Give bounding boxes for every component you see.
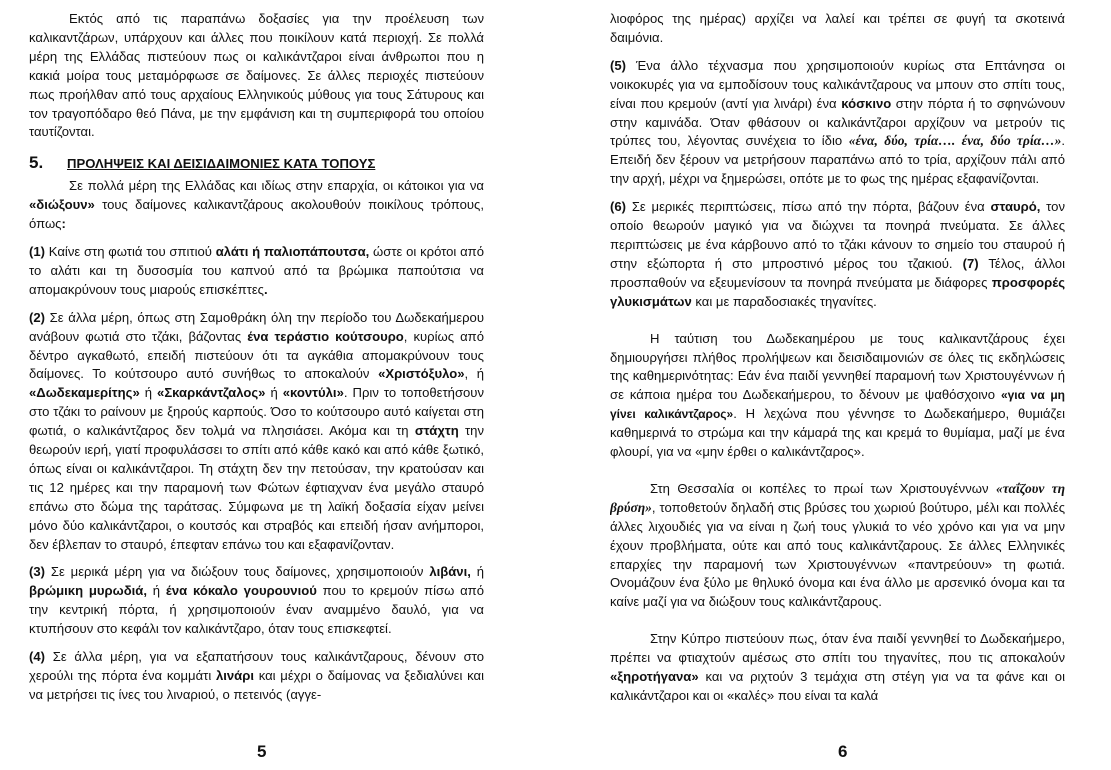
section-title: ΠΡΟΛΗΨΕΙΣ ΚΑΙ ΔΕΙΣΙΔΑΙΜΟΝΙΕΣ ΚΑΤΑ ΤΟΠΟΥΣ — [67, 156, 376, 172]
list-item-4: (4) Σε άλλα μέρη, για να εξαπατήσουν τους καλικάντζαρους, δένουν στο χερούλι της πόρτα ένα κομμάτι λινάρι και μέχρι ο δαίμονας να ξεδιαλύνει και να μετρήσει τις ίνες του λιναριού, ο πετεινός (αγγε- — [29, 649, 484, 702]
list-item-5: (5) Ένα άλλο τέχνασμα που χρησιμοποιούν κυρίως στα Επτάνησα οι νοικοκυρές για να εμποδίσουν τους καλικάντζαρους να μπουν στο σπίτι τους, είναι που κρεμούν (αντί για λινάρι) ένα κόσκινο στην πόρτα ή το σφηνώνουν στην καμινάδα. Όταν φθάσουν οι καλικάντζαροι αρχίζουν να μετρούν τις τρύπες του, λέγοντας συνέχεια το ίδιο «ένα, δύο, τρία…. ένα, δύο τρία…». Επειδή δεν ξέρουν να μετρήσουν παραπάνω από το τρία, αρχίζουν πάλι από την αρχή, μέχρι να ξημερώσει, οπότε με το φως της ημέρας εξαφανίζονται. — [610, 57, 1065, 187]
list-item-6: (6) Σε μερικές περιπτώσεις, πίσω από την πόρτα, βάζουν ένα σταυρό, τον οποίο θεωρούν μαγικό για να διώχνει τα πονηρά πνεύματα. Σε άλλες περιπτώσεις με ένα κάρβουνο από το τζάκι κάνουν το σημείο του σταυρού ή στην εξώπορτα ή στο μπροστινό μέρος του τζακιού. (7) Τέλος, άλλοι προσπαθούν να εξευμενίσουν τα πονηρά πνεύματα με διάφορες προσφορές γλυκισμάτων και με παραδοσιακές τηγανίτες. — [610, 199, 1065, 309]
page-number-right: 6 — [838, 742, 848, 761]
section-intro: Σε πολλά μέρη της Ελλάδας και ιδίως στην επαρχία, οι κάτοικοι για να «διώξουν» τους δαίμονες καλικαντζάρους ακολουθούν ποικίλους τρόπους, όπως: — [29, 178, 484, 232]
left-page — [29, 10, 484, 740]
paragraph-kypros: Στην Κύπρο πιστεύουν πως, όταν ένα παιδί γεννηθεί το Δωδεκαήμερο, πρέπει να φτιαχτούν αμέσως στο σπίτι του τηγανίτες, που τις αποκαλούν «ξηροτήγανα» και να ριχτούν 3 τεμάχια στη στέγη για να τα φάνε και οι καλικάντζαροι και οι «καλές» που είναι τα καλά — [610, 631, 1065, 703]
paragraph-thessalia: Στη Θεσσαλία οι κοπέλες το πρωί των Χριστουγέννων «ταΐζουν τη βρύση», τοποθετούν δηλαδή στις βρύσες του χωριού βούτυρο, μέλι και πολλές άλλες λιχουδιές για να είναι η ζωή τους γλυκιά το νέο χρόνο και για να μην έχουν προβλήματα, ούτε και από τους καλικάντζαρους. Σε άλλες Ελληνικές επαρχίες την παραμονή των Χριστουγέννων «παντρεύουν» τη φωτιά. Ονομάζουν ένα ξύλο με θηλυκό όνομα και ένα άλλο με αρσενικό όνομα και τα καίνε μαζί για να διώξουν τους καλικάντζαρους. — [610, 480, 1065, 610]
section-heading — [29, 154, 484, 174]
list-item-1: (1) Καίνε στη φωτιά του σπιτιού αλάτι ή παλιοπάπουτσα, ώστε οι κρότοι από το αλάτι και τη δυσοσμία του καπνού από τα βρώμικα παπούτσια να απομακρύνουν τους μιαρούς επισκέπτες. — [29, 243, 484, 297]
section-number: 5. — [29, 153, 44, 173]
continuation-text: λιοφόρος της ημέρας) αρχίζει να λαλεί και τρέπει σε φυγή τα σκοτεινά δαιμόνια. — [610, 11, 1065, 45]
paragraph-dodecahemero: Η ταύτιση του Δωδεκαημέρου με τους καλικαντζάρους έχει δημιουργήσει πλήθος προλήψεων και δεισιδαιμονιών σε όλες τις εκδηλώσεις της καθημερινότητας: Εάν ένα παιδί γεννηθεί παραμονή των Χριστουγέννων ή σε κάποια ημέρα του Δωδεκαήμερου, το δένουν με ψαθόσχοινο «για να μη γίνει καλικάντζαρος». Η λεχώνα που γέννησε το Δωδεκαήμερο, θυμιάζει καθημερινά το στρώμα και την κάμαρά της και κρεμά το θυμίαμα, μαζί με ένα φλουρί, για να «μην έρθει ο καλικάντζαρος». — [610, 330, 1065, 460]
intro-paragraph: Εκτός από τις παραπάνω δοξασίες για την προέλευση των καλικαντζάρων, υπάρχουν και άλλες που ποικίλουν κατά περιοχή. Σε πολλά μέρη της Ελλάδας πιστεύουν πως οι καλικάντζαροι είναι άνθρωποι που η κακιά μοίρα τους μεταμόρφωσε σε δαίμονες. Σε άλλες περιοχές πιστεύουν πως προήλθαν από τους αρχαίους Ελληνικούς μύθους για τους Σάτυρους και τον τραγοπόδαρο θεό Πάνα, με την εμφάνιση και τη συμπεριφορά του οποίου ταυτίζονται. — [29, 11, 484, 140]
page-number-left: 5 — [257, 742, 267, 761]
list-item-2: (2) Σε άλλα μέρη, όπως στη Σαμοθράκη όλη την περίοδο του Δωδεκαήμερου ανάβουν φωτιά στο τζάκι, βάζοντας ένα τεράστιο κούτσουρο, κυρίως από δέντρο αγκαθωτό, επειδή πιστεύουν ότι τα αγκάθια απομακρύνουν τους δαίμονες. Το κούτσουρο αυτό συνήθως το αποκαλούν «Χριστόξυλο», ή «Δωδεκαμερίτης» ή «Σκαρκάντζαλος» ή «κοντύλι». Πριν το τοποθετήσουν στο τζάκι το ραίνουν με ξηρούς καρπούς. Όσο το κούτσουρο αυτό καίγεται στη φωτιά, ο καλικάντζαρος δεν τολμά να πλησιάσει. Ακόμα και τη στάχτη την θεωρούν ιερή, γιατί προφυλάσσει το σπίτι από κάθε κακό και από κάθε ξωτικό, όπως είναι οι καλικάντζαροι. Τη στάχτη δεν την πετούσαν, την κρατούσαν και τις 12 ημέρες και την παραμονή των Φώτων έφτιαχναν ένα μεγάλο σταυρό επάνω στο δώμα της ταράτσας. Σύμφωνα με τη λαϊκή δοξασία είχαν μείνει μόνο δύο καλικάντζαροι, ο κουτσός και στραβός και επειδή ήσαν ανήμποροι, δεν έβλεπαν το σταυρό, έπεφταν επάνω του και εξαφανίζονταν. — [29, 309, 484, 552]
right-page — [610, 10, 1065, 740]
list-item-3: (3) Σε μερικά μέρη για να διώξουν τους δαίμονες, χρησιμοποιούν λιβάνι, ή βρώμικη μυρωδιά, ή ένα κόκαλο γουρουνιού που το κρεμούν πίσω από την κεντρική πόρτα, ή χρησιμοποιούν έναν αναμμένο δαυλό, για να κτυπήσουν στο κεφάλι τον καλικάντζαρο, όταν τους επισκεφτεί. — [29, 564, 484, 637]
